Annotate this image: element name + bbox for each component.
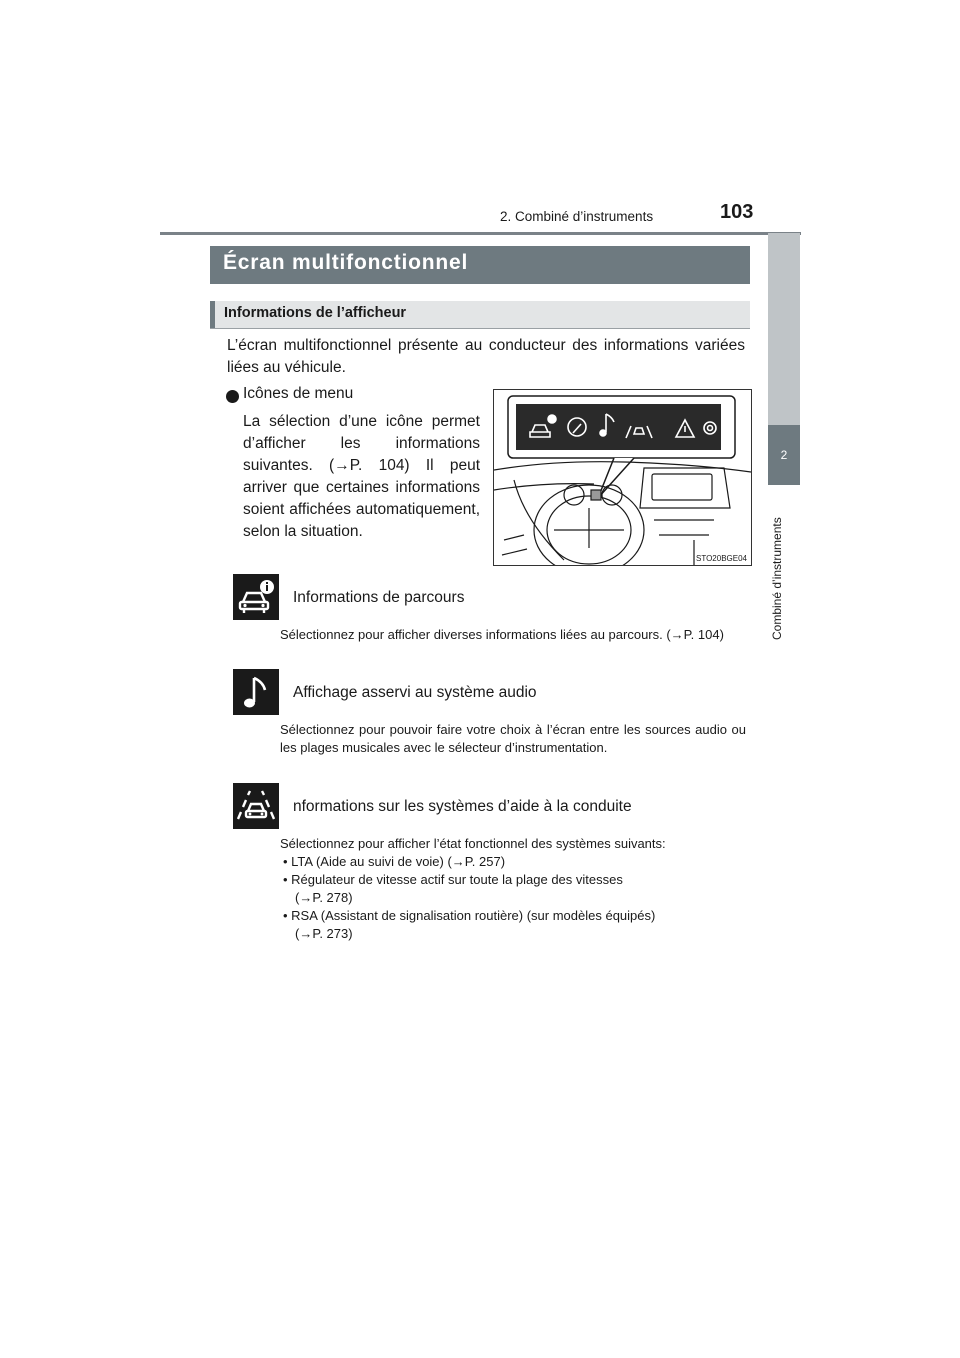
bullet-icon <box>226 390 239 403</box>
figure-code: STO20BGE04 <box>696 554 747 563</box>
list-item-acc-ref: (→P. 278) <box>295 890 353 905</box>
subsection-bar <box>210 301 750 329</box>
item-label-trip: Informations de parcours <box>293 589 465 606</box>
bullet-body: La sélection d’une icône permet d’afficher les informations suivantes. (→P. 104) Il peut arriver que certaines informations soient affichées automatiquement, selon la situation. <box>243 413 480 540</box>
subsection-title: Informations de l’afficheur <box>224 305 407 321</box>
music-note-icon <box>233 669 279 715</box>
item-label-audio: Affichage asservi au système audio <box>293 684 537 701</box>
bullet-title: Icônes de menu <box>243 385 354 402</box>
trip-info-icon <box>233 574 279 620</box>
running-header-section: 2. Combiné d’instruments <box>500 209 654 224</box>
driving-assist-icon <box>233 783 279 829</box>
item-desc-trip: Sélectionnez pour afficher diverses informations liées au parcours. (→P. 104) <box>280 627 724 642</box>
list-item-rsa-ref: (→P. 273) <box>295 926 353 941</box>
item-desc-audio: Sélectionnez pour pouvoir faire votre choix à l’écran entre les sources audio ou les plages musicales avec le sélecteur d’instrumentation. <box>280 722 746 755</box>
list-item-lta: • LTA (Aide au suivi de voie) (→P. 257) <box>283 854 506 869</box>
side-tab-strip <box>768 233 800 425</box>
dashboard-illustration <box>493 389 752 566</box>
section-title: Écran multifonctionnel <box>223 251 469 274</box>
dashboard-drawing <box>494 390 751 565</box>
chapter-tab: 2 <box>768 425 800 485</box>
dashboard-lines <box>494 462 751 565</box>
page-number: 103 <box>720 201 754 223</box>
item-label-assist: nformations sur les systèmes d’aide à la conduite <box>293 798 632 815</box>
list-item-acc: • Régulateur de vitesse actif sur toute la plage des vitesses <box>283 872 623 887</box>
subsection-accent <box>210 301 215 328</box>
header-rule <box>160 232 801 235</box>
list-item-rsa: • RSA (Assistant de signalisation routière) (sur modèles équipés) <box>283 908 656 923</box>
section-title-bar <box>210 246 750 284</box>
item-desc-assist: Sélectionnez pour afficher l’état fonctionnel des systèmes suivants: <box>280 836 666 851</box>
intro-paragraph: L’écran multifonctionnel présente au conducteur des informations variées liées au véhicule. <box>227 337 745 376</box>
